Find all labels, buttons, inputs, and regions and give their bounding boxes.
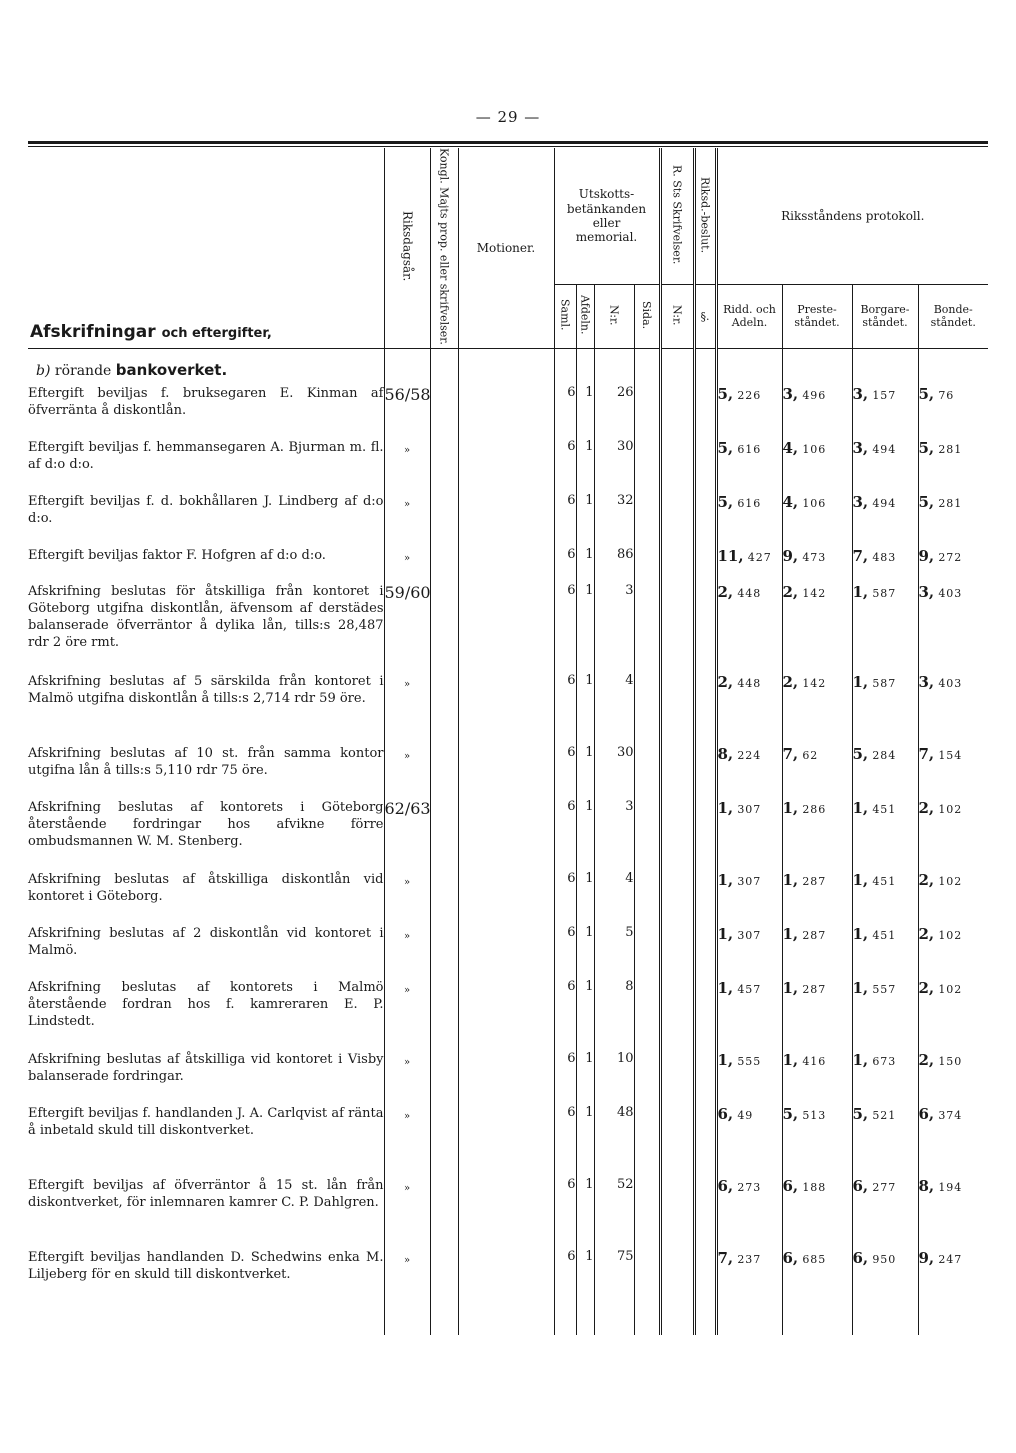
nr-cell: 5 [594,925,634,979]
nr-cell: 4 [594,871,634,925]
rsts-nr-cell [660,1105,694,1177]
borgare-cell: 5, 284 [852,745,918,799]
saml-cell: 6 [554,1105,576,1177]
afdeln-cell: 1 [576,673,594,745]
riksdagsar-cell: 56/58 [384,385,430,439]
section-header-cell [28,148,384,348]
sida-cell [634,1051,660,1105]
rsts-nr-cell [660,745,694,799]
nr-cell: 4 [594,673,634,745]
afdeln-cell: 1 [576,583,594,673]
table-row [28,979,988,1051]
kongl-cell [430,799,458,871]
bonde-cell: 9, 272 [918,547,988,583]
preste-cell: 4, 106 [782,493,852,547]
preste-cell: 1, 287 [782,979,852,1051]
afdeln-cell: 1 [576,439,594,493]
rsts-nr-cell [660,547,694,583]
preste-cell: 3, 496 [782,385,852,439]
bonde-cell: 7, 154 [918,745,988,799]
entry-description: Afskrifning beslutas af åtskilliga diskontlån vid kontoret i Göteborg. [28,871,384,905]
nr-cell: 3 [594,799,634,871]
rsts-header: R. Sts Skrifvelser. [660,148,694,285]
subsection-row [28,348,988,385]
borgare-cell: 1, 451 [852,871,918,925]
nr-cell: 30 [594,745,634,799]
nr-cell: 52 [594,1177,634,1249]
nr-header: N:r. [594,285,634,349]
ridd-cell: 6, 49 [716,1105,782,1177]
kongl-cell [430,1177,458,1249]
sida-cell [634,493,660,547]
utskotts-header: Utskotts-betänkanden eller memorial. [554,148,660,285]
saml-cell: 6 [554,439,576,493]
paragraph-cell [694,745,716,799]
borgare-cell: 1, 451 [852,925,918,979]
kongl-cell [430,1051,458,1105]
page-number: — 29 — [475,108,541,126]
kongl-cell [430,583,458,673]
motioner-cell [458,583,554,673]
preste-cell: 5, 513 [782,1105,852,1177]
top-rule-thin [28,146,988,147]
saml-cell: 6 [554,1051,576,1105]
motioner-cell [458,439,554,493]
ridd-cell: 7, 237 [716,1249,782,1321]
paragraph-cell [694,925,716,979]
bonde-cell: 2, 102 [918,871,988,925]
sida-cell [634,439,660,493]
bonde-cell: 8, 194 [918,1177,988,1249]
riksdagsar-cell: » [384,1105,430,1177]
preste-cell: 2, 142 [782,673,852,745]
rsts-nr-cell [660,439,694,493]
saml-cell: 6 [554,493,576,547]
bonde-cell: 5, 76 [918,385,988,439]
entry-description: Eftergift beviljas handlanden D. Schedwins enka M. Liljeberg för en skuld till diskontverket. [28,1249,384,1283]
entry-description: Afskrifning beslutas af 2 diskontlån vid kontoret i Malmö. [28,925,384,959]
afdeln-cell: 1 [576,547,594,583]
borgare-cell: 1, 587 [852,583,918,673]
preste-cell: 1, 287 [782,925,852,979]
table-row [28,1051,988,1105]
table-row [28,925,988,979]
motioner-cell [458,925,554,979]
rsts-nr-cell [660,925,694,979]
riksdagsar-header: Riksdagsår. [384,148,430,348]
ridd-cell: 1, 307 [716,871,782,925]
table-row [28,799,988,871]
riksdagsar-cell: » [384,547,430,583]
rsts-nr-header: N:r. [660,285,694,349]
table-row [28,871,988,925]
saml-cell: 6 [554,583,576,673]
table-row [28,1249,988,1321]
sida-cell [634,385,660,439]
motioner-cell [458,547,554,583]
bonde-cell: 3, 403 [918,673,988,745]
preste-header: Preste-ståndet. [782,285,852,349]
nr-cell: 86 [594,547,634,583]
section-title: Afskrifningar och eftergifter, [30,321,272,342]
afdeln-cell: 1 [576,493,594,547]
rsts-nr-cell [660,799,694,871]
rsts-nr-cell [660,871,694,925]
motioner-cell [458,385,554,439]
entry-description: Afskrifning beslutas af kontorets i Göteborg återstående fordringar hos afvikne förre ombudsmannen W. M. Stenberg. [28,799,384,850]
table-tail [28,1321,988,1335]
preste-cell: 6, 188 [782,1177,852,1249]
protokoll-header: Riksståndens protokoll. [716,148,988,285]
nr-cell: 3 [594,583,634,673]
bonde-cell: 5, 281 [918,493,988,547]
motioner-cell [458,979,554,1051]
paragraph-cell [694,1177,716,1249]
riksdagsar-cell: » [384,439,430,493]
riksdagsar-cell: » [384,1177,430,1249]
saml-cell: 6 [554,547,576,583]
bonde-cell: 3, 403 [918,583,988,673]
paragraph-cell [694,493,716,547]
sida-cell [634,547,660,583]
paragraph-cell [694,799,716,871]
rsts-nr-cell [660,1249,694,1321]
entry-description: Afskrifning beslutas af 10 st. från samma kontor utgifna lån å tills:s 5,110 rdr 75 öre. [28,745,384,779]
borgare-header: Borgare-ståndet. [852,285,918,349]
ridd-cell: 8, 224 [716,745,782,799]
sida-cell [634,799,660,871]
borgare-cell: 3, 494 [852,493,918,547]
motioner-header: Motioner. [458,148,554,348]
paragraph-cell [694,547,716,583]
table-row [28,745,988,799]
kongl-header: Kongl. Majts prop. eller skrifvelser. [430,148,458,348]
riksdagsar-cell: » [384,871,430,925]
riksdagsar-cell: » [384,673,430,745]
borgare-cell: 1, 451 [852,799,918,871]
rsts-nr-cell [660,385,694,439]
afdeln-cell: 1 [576,871,594,925]
riksdagsar-cell: » [384,979,430,1051]
rsts-nr-cell [660,673,694,745]
preste-cell: 2, 142 [782,583,852,673]
paragraph-cell [694,1051,716,1105]
sida-cell [634,871,660,925]
riksdagsar-cell: » [384,1249,430,1321]
ridd-cell: 5, 616 [716,493,782,547]
paragraph-cell [694,439,716,493]
paragraph-cell [694,583,716,673]
paragraph-cell [694,979,716,1051]
saml-cell: 6 [554,979,576,1051]
afdeln-cell: 1 [576,979,594,1051]
borgare-cell: 1, 673 [852,1051,918,1105]
borgare-cell: 6, 950 [852,1249,918,1321]
entry-description: Eftergift beviljas f. hemmansegaren A. Bjurman m. fl. af d:o d:o. [28,439,384,473]
bonde-cell: 9, 247 [918,1249,988,1321]
ridd-cell: 5, 616 [716,439,782,493]
riksdagsar-cell: » [384,745,430,799]
paragraph-cell [694,871,716,925]
motioner-cell [458,493,554,547]
ridd-cell: 5, 226 [716,385,782,439]
nr-cell: 10 [594,1051,634,1105]
table-row [28,493,988,547]
afdeln-cell: 1 [576,745,594,799]
sida-cell [634,673,660,745]
afdeln-header: Afdeln. [576,285,594,349]
sida-cell [634,745,660,799]
kongl-cell [430,871,458,925]
ridd-cell: 1, 307 [716,925,782,979]
saml-cell: 6 [554,673,576,745]
table-row [28,439,988,493]
entry-description: Afskrifning beslutas för åtskilliga från kontoret i Göteborg utgifna diskontlån, äfvensom af derstädes balanserade öfverräntor å dylika lån, tills:s 28,487 rdr 2 öre rmt. [28,583,384,651]
kongl-cell [430,385,458,439]
kongl-cell [430,547,458,583]
entry-description: Afskrifning beslutas af 5 särskilda från kontoret i Malmö utgifna diskontlån å tills:s 2,714 rdr 59 öre. [28,673,384,707]
rsts-nr-cell [660,493,694,547]
rsts-nr-cell [660,979,694,1051]
saml-cell: 6 [554,925,576,979]
saml-cell: 6 [554,1177,576,1249]
motioner-cell [458,1051,554,1105]
bonde-header: Bonde-ståndet. [918,285,988,349]
preste-cell: 1, 287 [782,871,852,925]
afdeln-cell: 1 [576,385,594,439]
afdeln-cell: 1 [576,1105,594,1177]
preste-cell: 1, 416 [782,1051,852,1105]
kongl-cell [430,979,458,1051]
bonde-cell: 2, 102 [918,979,988,1051]
bonde-cell: 2, 102 [918,799,988,871]
ridd-cell: 1, 307 [716,799,782,871]
riksdagsar-cell: » [384,493,430,547]
rsts-nr-cell [660,583,694,673]
riksdagsar-cell: 62/63 [384,799,430,871]
rsts-nr-cell [660,1177,694,1249]
sida-cell [634,1105,660,1177]
entry-description: Eftergift beviljas f. bruksegaren E. Kinman af öfverränta å diskontlån. [28,385,384,419]
motioner-cell [458,799,554,871]
top-rule [28,141,988,144]
saml-cell: 6 [554,745,576,799]
saml-cell: 6 [554,1249,576,1321]
borgare-cell: 1, 557 [852,979,918,1051]
preste-cell: 4, 106 [782,439,852,493]
riksdagsar-cell: » [384,1051,430,1105]
table-row [28,1177,988,1249]
sida-cell [634,1249,660,1321]
riksdbeslut-header: Riksd.-beslut. [694,148,716,285]
sida-cell [634,925,660,979]
kongl-cell [430,1249,458,1321]
motioner-cell [458,1105,554,1177]
nr-cell: 48 [594,1105,634,1177]
nr-cell: 8 [594,979,634,1051]
preste-cell: 7, 62 [782,745,852,799]
kongl-cell [430,1105,458,1177]
paragraph-cell [694,385,716,439]
nr-cell: 32 [594,493,634,547]
table-row [28,547,988,583]
motioner-cell [458,1177,554,1249]
subsection-title: b) rörande bankoverket. [36,360,228,379]
borgare-cell: 3, 157 [852,385,918,439]
ridd-cell: 11, 427 [716,547,782,583]
entry-description: Afskrifning beslutas af kontorets i Malmö återstående fordran hos f. kamreraren E. P. Lindstedt. [28,979,384,1030]
sida-cell [634,583,660,673]
motioner-cell [458,871,554,925]
preste-cell: 6, 685 [782,1249,852,1321]
afdeln-cell: 1 [576,1051,594,1105]
borgare-cell: 3, 494 [852,439,918,493]
kongl-cell [430,673,458,745]
entry-description: Afskrifning beslutas af åtskilliga vid kontoret i Visby balanserade fordringar. [28,1051,384,1085]
table-row [28,583,988,673]
entry-description: Eftergift beviljas af öfverräntor å 15 st. lån från diskontverket, för inlemnaren kamrer C. P. Dahlgren. [28,1177,384,1211]
preste-cell: 9, 473 [782,547,852,583]
borgare-cell: 5, 521 [852,1105,918,1177]
ridd-header: Ridd. och Adeln. [716,285,782,349]
saml-header: Saml. [554,285,576,349]
entry-description: Eftergift beviljas faktor F. Hofgren af d:o d:o. [28,547,326,563]
table-row [28,1105,988,1177]
table-row [28,385,988,439]
borgare-cell: 7, 483 [852,547,918,583]
sida-header: Sida. [634,285,660,349]
sida-cell [634,979,660,1051]
kongl-cell [430,439,458,493]
bonde-cell: 2, 102 [918,925,988,979]
bonde-cell: 5, 281 [918,439,988,493]
saml-cell: 6 [554,799,576,871]
riksdagsar-cell: 59/60 [384,583,430,673]
afdeln-cell: 1 [576,799,594,871]
borgare-cell: 1, 587 [852,673,918,745]
preste-cell: 1, 286 [782,799,852,871]
motioner-cell [458,673,554,745]
paragraph-cell [694,1105,716,1177]
nr-cell: 26 [594,385,634,439]
rsts-nr-cell [660,1051,694,1105]
ledger-table [28,148,988,1335]
afdeln-cell: 1 [576,925,594,979]
ridd-cell: 2, 448 [716,673,782,745]
kongl-cell [430,745,458,799]
sida-cell [634,1177,660,1249]
bonde-cell: 6, 374 [918,1105,988,1177]
nr-cell: 30 [594,439,634,493]
ridd-cell: 2, 448 [716,583,782,673]
saml-cell: 6 [554,385,576,439]
afdeln-cell: 1 [576,1177,594,1249]
paragraph-cell [694,1249,716,1321]
kongl-cell [430,925,458,979]
riksdagsar-cell: » [384,925,430,979]
paragraph-cell [694,673,716,745]
paragraph-header: §. [694,285,716,349]
ridd-cell: 1, 555 [716,1051,782,1105]
borgare-cell: 6, 277 [852,1177,918,1249]
ridd-cell: 1, 457 [716,979,782,1051]
motioner-cell [458,745,554,799]
ridd-cell: 6, 273 [716,1177,782,1249]
entry-description: Eftergift beviljas f. handlanden J. A. Carlqvist af ränta å inbetald skuld till diskontverket. [28,1105,384,1139]
motioner-cell [458,1249,554,1321]
bonde-cell: 2, 150 [918,1051,988,1105]
table-row [28,673,988,745]
entry-description: Eftergift beviljas f. d. bokhållaren J. Lindberg af d:o d:o. [28,493,384,527]
kongl-cell [430,493,458,547]
nr-cell: 75 [594,1249,634,1321]
saml-cell: 6 [554,871,576,925]
afdeln-cell: 1 [576,1249,594,1321]
